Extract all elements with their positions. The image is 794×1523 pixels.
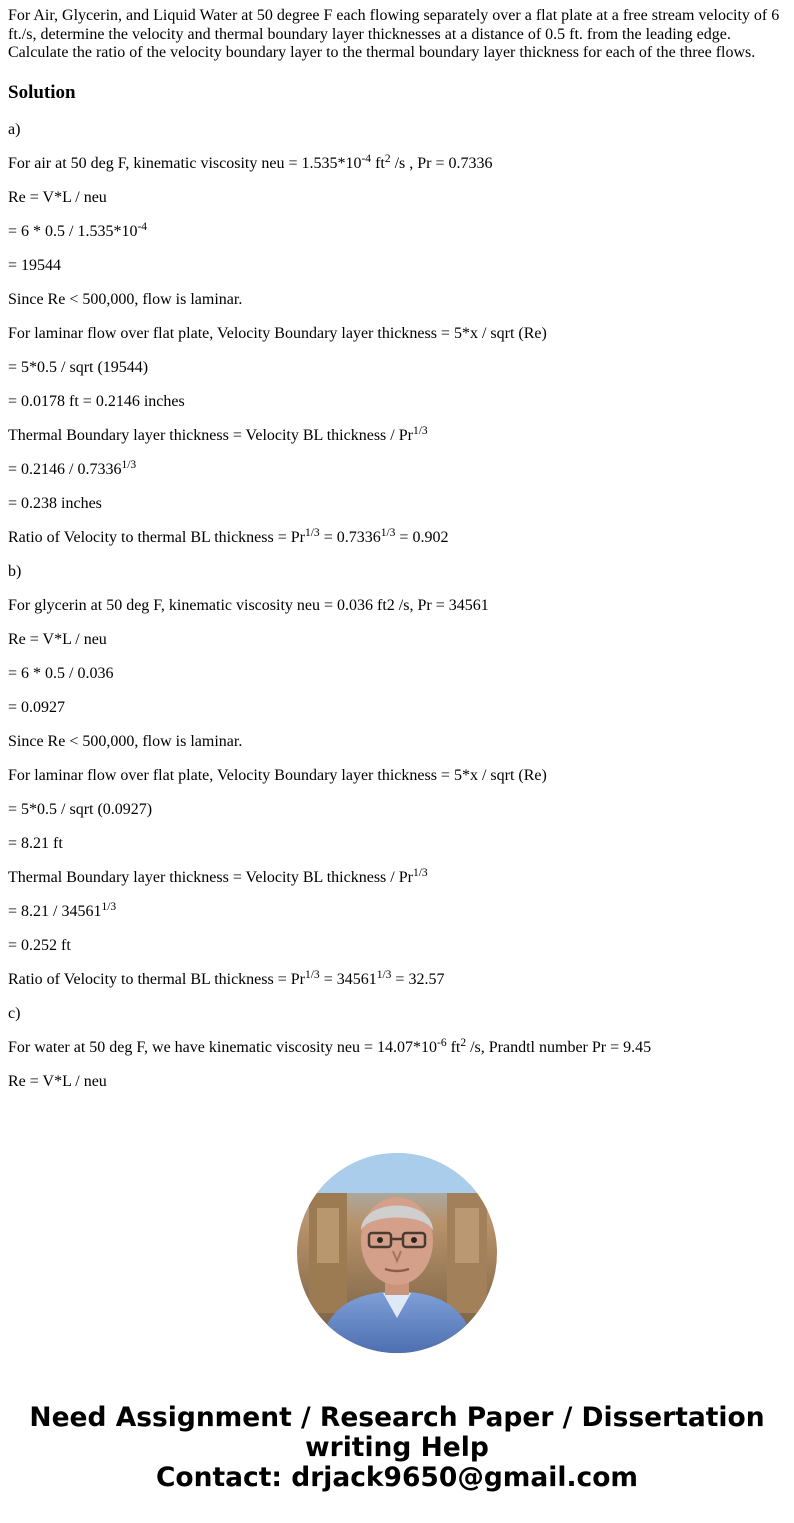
solution-line bbox=[8, 424, 786, 445]
solution-line bbox=[8, 1073, 786, 1091]
footer-banner bbox=[0, 1403, 794, 1493]
line-text: c) bbox=[8, 1004, 21, 1022]
solution-line bbox=[8, 733, 786, 751]
line-text: = 0.2146 / 0.7336 bbox=[8, 460, 122, 478]
author-avatar bbox=[297, 1153, 497, 1353]
superscript: 1/3 bbox=[121, 458, 137, 471]
line-text: Re = V*L / neu bbox=[8, 1072, 107, 1090]
superscript: 1/3 bbox=[101, 900, 117, 913]
solution-line bbox=[8, 526, 786, 547]
line-text: For glycerin at 50 deg F, kinematic viscosity neu = 0.036 ft2 /s, Pr = 34561 bbox=[8, 596, 489, 614]
line-text: ft bbox=[446, 1038, 461, 1056]
superscript: 1/3 bbox=[380, 526, 396, 539]
line-text: = 6 * 0.5 / 0.036 bbox=[8, 664, 114, 682]
line-text: = 8.21 ft bbox=[8, 834, 63, 852]
solution-line bbox=[8, 631, 786, 649]
line-text: b) bbox=[8, 562, 22, 580]
line-text: Ratio of Velocity to thermal BL thickness = Pr bbox=[8, 528, 305, 546]
superscript: 2 bbox=[384, 152, 391, 165]
line-text: Thermal Boundary layer thickness = Velocity BL thickness / Pr bbox=[8, 868, 413, 886]
footer-line-2: writing Help bbox=[305, 1432, 489, 1463]
line-text: = 34561 bbox=[319, 970, 377, 988]
superscript: 1/3 bbox=[412, 424, 428, 437]
line-text: Since Re < 500,000, flow is laminar. bbox=[8, 290, 243, 308]
solution-line bbox=[8, 393, 786, 411]
solution-line bbox=[8, 597, 786, 615]
line-text: For air at 50 deg F, kinematic viscosity neu = 1.535*10 bbox=[8, 154, 362, 172]
solution-line bbox=[8, 866, 786, 887]
line-text: Re = V*L / neu bbox=[8, 188, 107, 206]
line-text: Ratio of Velocity to thermal BL thickness = Pr bbox=[8, 970, 305, 988]
line-text: = 0.7336 bbox=[319, 528, 381, 546]
line-text: = 32.57 bbox=[391, 970, 445, 988]
line-text: Thermal Boundary layer thickness = Velocity BL thickness / Pr bbox=[8, 426, 413, 444]
line-text: Since Re < 500,000, flow is laminar. bbox=[8, 732, 243, 750]
solution-line bbox=[8, 359, 786, 377]
line-text: = 19544 bbox=[8, 256, 62, 274]
line-text: = 6 * 0.5 / 1.535*10 bbox=[8, 222, 138, 240]
superscript: 2 bbox=[460, 1036, 467, 1049]
solution-heading: Solution bbox=[8, 81, 76, 103]
footer-line-1: Need Assignment / Research Paper / Dissertation bbox=[29, 1402, 765, 1433]
solution-line bbox=[8, 937, 786, 955]
superscript: -4 bbox=[361, 152, 372, 165]
solution-lines bbox=[8, 121, 786, 1091]
solution-line bbox=[8, 325, 786, 343]
superscript: 1/3 bbox=[304, 526, 320, 539]
line-text: = 0.252 ft bbox=[8, 936, 71, 954]
question-text: For Air, Glycerin, and Liquid Water at 50 degree F each flowing separately over a flat plate at a free stream velocity of 6 ft./s, determine the velocity and thermal boundary layer thicknesses at a distance of 0.5 ft. from the leading edge. Calculate the ratio of the velocity boundary layer to the thermal boundary layer thickness for each of the three flows. bbox=[8, 7, 780, 61]
superscript: 1/3 bbox=[304, 968, 320, 981]
document-body bbox=[8, 7, 786, 1122]
solution-line bbox=[8, 767, 786, 785]
line-text: ft bbox=[371, 154, 385, 172]
line-text: = 5*0.5 / sqrt (0.0927) bbox=[8, 800, 153, 818]
superscript: -6 bbox=[436, 1036, 447, 1049]
line-text: For water at 50 deg F, we have kinematic viscosity neu = 14.07*10 bbox=[8, 1038, 437, 1056]
line-text: /s , Pr = 0.7336 bbox=[390, 154, 493, 172]
line-text: a) bbox=[8, 120, 21, 138]
line-text: = 0.0927 bbox=[8, 698, 66, 716]
solution-line bbox=[8, 665, 786, 683]
line-text: = 0.238 inches bbox=[8, 494, 102, 512]
solution-line bbox=[8, 291, 786, 309]
solution-line bbox=[8, 801, 786, 819]
solution-line bbox=[8, 968, 786, 989]
superscript: 1/3 bbox=[412, 866, 428, 879]
line-text: For laminar flow over flat plate, Velocity Boundary layer thickness = 5*x / sqrt (Re) bbox=[8, 766, 547, 784]
footer-contact: Contact: drjack9650@gmail.com bbox=[155, 1462, 639, 1493]
solution-line bbox=[8, 495, 786, 513]
solution-line bbox=[8, 835, 786, 853]
solution-line bbox=[8, 152, 786, 173]
solution-line bbox=[8, 1005, 786, 1023]
line-text: = 0.902 bbox=[395, 528, 449, 546]
line-text: Re = V*L / neu bbox=[8, 630, 107, 648]
solution-line bbox=[8, 563, 786, 581]
solution-line bbox=[8, 699, 786, 717]
line-text: For laminar flow over flat plate, Velocity Boundary layer thickness = 5*x / sqrt (Re) bbox=[8, 324, 547, 342]
solution-line bbox=[8, 257, 786, 275]
solution-line bbox=[8, 220, 786, 241]
author-photo bbox=[297, 1153, 497, 1353]
solution-line bbox=[8, 900, 786, 921]
solution-line bbox=[8, 189, 786, 207]
line-text: = 8.21 / 34561 bbox=[8, 902, 102, 920]
superscript: 1/3 bbox=[376, 968, 392, 981]
solution-line bbox=[8, 458, 786, 479]
superscript: -4 bbox=[137, 220, 148, 233]
solution-line bbox=[8, 121, 786, 139]
line-text: /s, Prandtl number Pr = 9.45 bbox=[466, 1038, 652, 1056]
line-text: = 0.0178 ft = 0.2146 inches bbox=[8, 392, 185, 410]
line-text: = 5*0.5 / sqrt (19544) bbox=[8, 358, 149, 376]
solution-line bbox=[8, 1036, 786, 1057]
